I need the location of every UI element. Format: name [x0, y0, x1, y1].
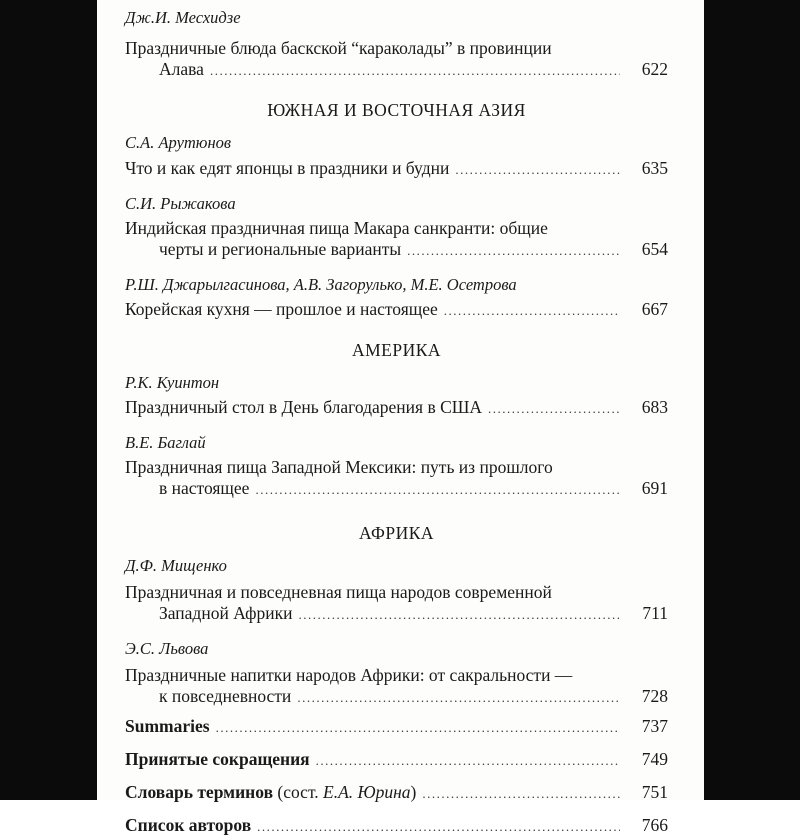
section-heading-asia: ЮЖНАЯ И ВОСТОЧНАЯ АЗИЯ: [267, 100, 526, 120]
leader-dots: [255, 479, 620, 500]
toc-entry-title-cont: Западной Африки: [159, 603, 293, 623]
toc-entry-title: Праздничная пища Западной Мексики: путь из прошлого: [125, 457, 553, 477]
page-number: 683: [641, 397, 668, 417]
toc-entry-title: Праздничные напитки народов Африки: от сакральности —: [125, 665, 573, 685]
toc-author: Э.С. Львова: [125, 639, 209, 658]
toc-entry-summaries[interactable]: [125, 716, 668, 738]
toc-author: С.А. Арутюнов: [125, 133, 232, 152]
page-number: 635: [641, 158, 668, 178]
page-number: 751: [641, 782, 668, 802]
toc-entry-title-cont: Алава: [159, 59, 204, 79]
toc-entry-title: Summaries: [125, 716, 210, 736]
leader-dots: [257, 816, 620, 837]
toc-entry[interactable]: [125, 457, 668, 500]
leader-dots: [216, 717, 620, 738]
page-number: 667: [641, 299, 668, 319]
page-number: 711: [642, 603, 668, 623]
toc-entry-title: Что и как едят японцы в праздники и будни: [125, 158, 450, 178]
toc-author: Р.К. Куинтон: [125, 373, 220, 392]
section-heading-africa: АФРИКА: [358, 523, 435, 543]
toc-author: В.Е. Баглай: [125, 433, 206, 452]
toc-entry-glossary[interactable]: [125, 782, 668, 804]
leader-dots: [488, 398, 620, 419]
toc-author: С.И. Рыжакова: [125, 194, 236, 213]
page-number: 654: [641, 239, 668, 259]
toc-entry-title: Принятые сокращения: [125, 749, 310, 769]
page-number: 691: [641, 478, 668, 498]
toc-author: Д.Ф. Мищенко: [125, 556, 227, 575]
book-page: [97, 0, 704, 835]
toc-entry-title-cont: к повседневности: [159, 686, 292, 706]
toc-entry-title: Индийская праздничная пища Макара санкранти: общие: [125, 218, 548, 238]
toc-entry-title-cont: черты и региональные варианты: [159, 239, 402, 259]
toc-author: Р.Ш. Джарылгасинова, А.В. Загорулько, М.Е. Осетрова: [125, 275, 517, 294]
toc-entry-title-cont: в настоящее: [159, 478, 250, 498]
section-heading-america: АМЕРИКА: [351, 340, 442, 360]
toc-entry-abbreviations[interactable]: [125, 749, 668, 771]
toc-author: Дж.И. Месхидзе: [125, 8, 241, 27]
right-black-border: [704, 0, 800, 800]
toc-entry[interactable]: [125, 299, 668, 321]
leader-dots: [316, 750, 620, 771]
glossary-title: Словарь терминов: [125, 782, 274, 802]
page-number: 737: [641, 716, 668, 736]
toc-entry-title: Корейская кухня — прошлое и настоящее: [125, 299, 438, 319]
toc-entry[interactable]: [125, 582, 668, 625]
toc-entry[interactable]: [125, 665, 668, 708]
leader-dots: [407, 240, 620, 261]
toc-entry[interactable]: [125, 38, 668, 81]
table-of-contents: [125, 8, 668, 837]
glossary-compiler: Е.А. Юрина: [323, 782, 411, 802]
toc-entry[interactable]: [125, 397, 668, 419]
leader-dots: [299, 604, 621, 625]
toc-entry-title: Праздничный стол в День благодарения в США: [125, 397, 483, 417]
page-number: 749: [641, 749, 668, 769]
toc-entry-authors[interactable]: [125, 815, 668, 837]
page-number: 622: [641, 59, 668, 79]
left-black-border: [0, 0, 97, 800]
leader-dots: [444, 300, 620, 321]
page-number: 766: [641, 815, 668, 835]
leader-dots: [297, 687, 620, 708]
page-number: 728: [641, 686, 668, 706]
toc-entry-title: Праздничная и повседневная пища народов современной: [125, 582, 552, 602]
toc-entry-title: Праздничные блюда баскской “караколады” в провинции: [125, 38, 552, 58]
toc-entry-title: Список авторов: [125, 815, 252, 835]
toc-entry[interactable]: [125, 218, 668, 261]
leader-dots: [455, 159, 620, 180]
toc-entry[interactable]: [125, 158, 668, 180]
leader-dots: [422, 783, 620, 804]
leader-dots: [210, 60, 620, 81]
glossary-note-open: (сост.: [273, 782, 324, 802]
glossary-note-close: ): [410, 782, 417, 802]
